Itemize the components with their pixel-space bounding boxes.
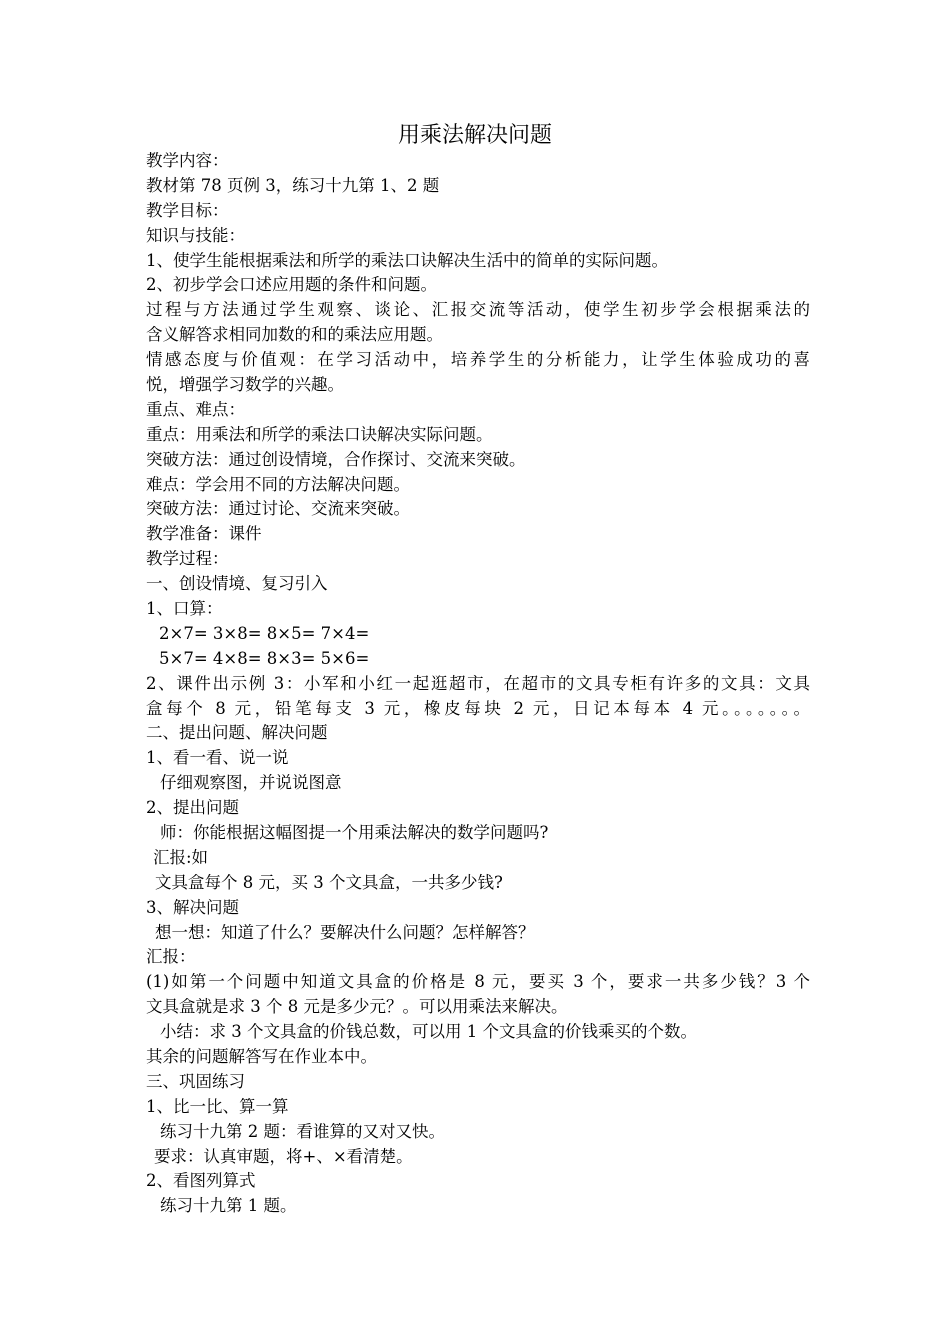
text-line: 2、初步学会口述应用题的条件和问题。 — [146, 275, 437, 294]
text-line: 汇报:如 — [153, 848, 209, 867]
document-title: 用乘法解决问题 — [397, 123, 552, 148]
text-line: 盒每个 8 元，铅笔每支 3 元，橡皮每块 2 元，日记本每本 4 元。。。。。。。 — [146, 699, 810, 718]
text-line: 5×7= 4×8= 8×3= 5×6= — [159, 649, 370, 668]
text-line: 练习十九第 1 题。 — [160, 1196, 297, 1215]
text-line: 想一想：知道了什么？要解决什么问题？怎样解答？ — [155, 923, 535, 942]
text-line: 教学目标： — [146, 201, 229, 220]
text-line: 情感态度与价值观：在学习活动中，培养学生的分析能力，让学生体验成功的喜 — [146, 350, 810, 369]
text-line: 2、看图列算式 — [146, 1171, 256, 1190]
text-line: 突破方法：通过创设情境，合作探讨、交流来突破。 — [146, 450, 526, 469]
text-line: 悦，增强学习数学的兴趣。 — [146, 375, 344, 394]
text-line: 1、看一看、说一说 — [146, 748, 289, 767]
text-line: 突破方法：通过讨论、交流来突破。 — [146, 499, 410, 518]
text-line: (1)如第一个问题中知道文具盒的价格是 8 元，要买 3 个，要求一共多少钱？3 个 — [146, 972, 810, 991]
text-line: 重点、难点： — [146, 400, 245, 419]
text-line: 教学准备：课件 — [146, 524, 262, 543]
text-line: 教材第 78 页例 3，练习十九第 1、2 题 — [146, 176, 440, 195]
text-line: 教学过程： — [146, 549, 229, 568]
text-line: 其余的问题解答写在作业本中。 — [146, 1047, 377, 1066]
text-line: 汇报： — [146, 947, 196, 966]
text-line: 文具盒就是求 3 个 8 元是多少元？。可以用乘法来解决。 — [146, 997, 568, 1016]
text-line: 师：你能根据这幅图提一个用乘法解决的数学问题吗? — [160, 823, 549, 842]
text-line: 二、提出问题、解决问题 — [146, 723, 328, 742]
text-line: 练习十九第 2 题：看谁算的又对又快。 — [160, 1122, 445, 1141]
text-line: 知识与技能： — [146, 226, 245, 245]
text-line: 重点：用乘法和所学的乘法口诀解决实际问题。 — [146, 425, 493, 444]
text-line: 1、使学生能根据乘法和所学的乘法口诀解决生活中的简单的实际问题。 — [146, 251, 668, 270]
text-line: 三、巩固练习 — [146, 1072, 245, 1091]
text-line: 2、课件出示例 3：小军和小红一起逛超市，在超市的文具专柜有许多的文具：文具 — [146, 674, 810, 693]
text-line: 文具盒每个 8 元，买 3 个文具盒，一共多少钱? — [155, 873, 503, 892]
text-line: 含义解答求相同加数的和的乘法应用题。 — [146, 325, 443, 344]
text-line: 1、口算： — [146, 599, 223, 618]
text-line: 1、比一比、算一算 — [146, 1097, 289, 1116]
text-line: 小结：求 3 个文具盒的价钱总数，可以用 1 个文具盒的价钱乘买的个数。 — [160, 1022, 697, 1041]
text-line: 2、提出问题 — [146, 798, 239, 817]
text-line: 2×7= 3×8= 8×5= 7×4= — [159, 624, 370, 643]
text-line: 仔细观察图，并说说图意 — [160, 773, 342, 792]
text-line: 一、创设情境、复习引入 — [146, 574, 328, 593]
text-line: 难点：学会用不同的方法解决问题。 — [146, 475, 410, 494]
text-line: 教学内容： — [146, 151, 229, 170]
text-line: 要求：认真审题，将+、×看清楚。 — [154, 1147, 413, 1166]
text-line: 过程与方法通过学生观察、谈论、汇报交流等活动，使学生初步学会根据乘法的 — [146, 300, 810, 319]
text-line: 3、解决问题 — [146, 898, 239, 917]
